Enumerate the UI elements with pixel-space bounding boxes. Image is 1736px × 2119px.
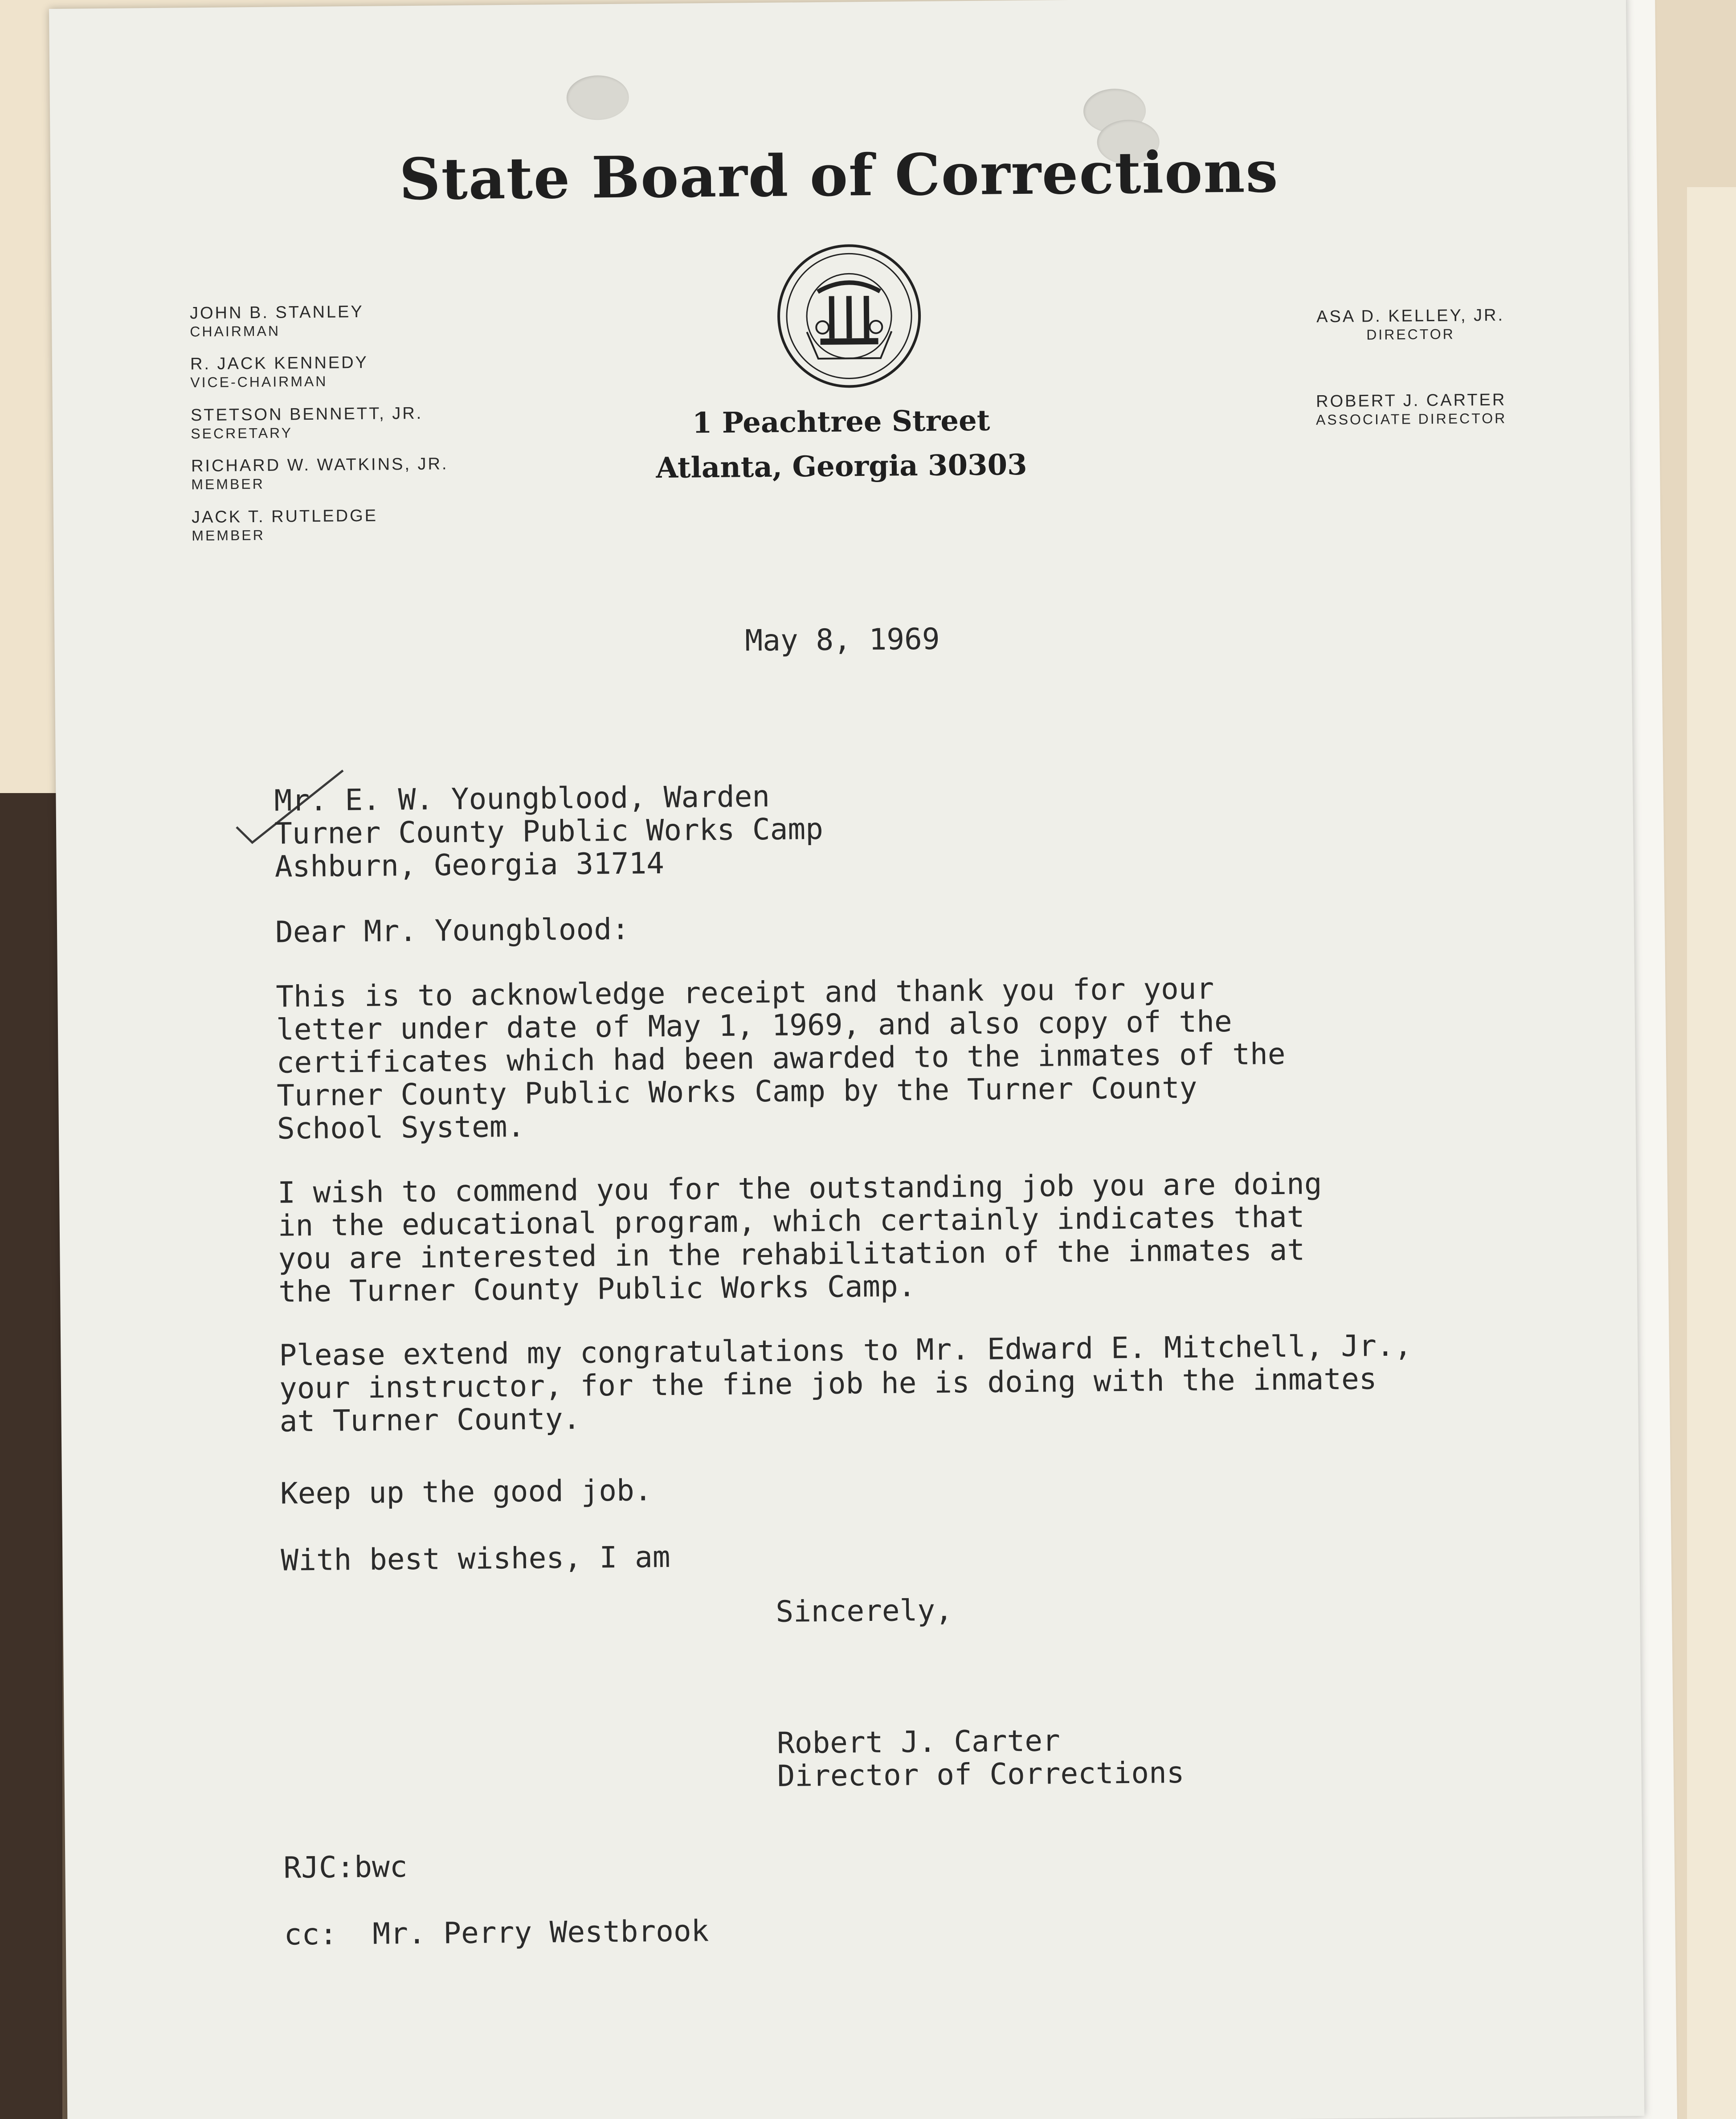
carbon-copy-line: cc: Mr. Perry Westbrook <box>284 1914 709 1952</box>
board-member <box>190 352 592 391</box>
director-name: ROBERT J. CARTER <box>1316 390 1507 411</box>
background-folder-edge-light <box>1687 187 1736 2119</box>
salutation: Dear Mr. Youngblood: <box>275 912 630 949</box>
directors-list <box>1277 306 1545 444</box>
reference-initials: RJC:bwc <box>283 1849 408 1885</box>
board-member <box>191 402 592 442</box>
board-member <box>190 300 591 340</box>
board-members-list <box>190 300 593 559</box>
board-member <box>191 454 592 493</box>
complimentary-closing: Sincerely, <box>776 1593 953 1629</box>
signer-title: Director of Corrections <box>777 1755 1185 1793</box>
letterhead-street: 1 Peachtree Street <box>692 404 990 440</box>
letter-date: May 8, 1969 <box>745 622 940 658</box>
background-desk <box>0 793 62 2119</box>
director <box>1278 390 1545 429</box>
director-title: DIRECTOR <box>1366 326 1455 343</box>
board-member-title: MEMBER <box>191 475 265 493</box>
address-line: Ashburn, Georgia 31714 <box>274 846 665 884</box>
board-member-name: R. JACK KENNEDY <box>190 353 369 374</box>
director-title: ASSOCIATE DIRECTOR <box>1315 410 1507 428</box>
board-member-name: STETSON BENNETT, JR. <box>190 404 423 425</box>
inside-address <box>274 780 824 884</box>
body-paragraph: Please extend my congratulations to Mr. Edward E. Mitchell, Jr., your instructor, for the fine job he is doing with the inmates at Turner County. <box>279 1328 1412 1439</box>
board-member-title: MEMBER <box>192 527 265 544</box>
address-line: Turner County Public Works Camp <box>274 811 824 851</box>
board-member-title: SECRETARY <box>191 424 293 442</box>
board-member-name: JOHN B. STANLEY <box>189 302 364 323</box>
body-paragraph: Keep up the good job. <box>280 1473 652 1511</box>
signer-name: Robert J. Carter <box>776 1723 1061 1760</box>
director <box>1277 306 1544 344</box>
letter-page <box>49 0 1644 2119</box>
board-member <box>192 504 593 544</box>
punch-hole <box>566 75 629 120</box>
address-line: Mr. E. W. Youngblood, Warden <box>274 779 770 818</box>
body-paragraph: I wish to commend you for the outstanding job you are doing in the educational program, which certainly indicates that you are interested in the rehabilitation of the inmates at the Turner County Public Works Camp. <box>277 1166 1322 1309</box>
board-member-name: JACK T. RUTLEDGE <box>191 506 378 527</box>
board-member-title: CHAIRMAN <box>190 323 281 340</box>
body-paragraph: With best wishes, I am <box>281 1539 670 1578</box>
body-paragraph: This is to acknowledge receipt and thank you for your letter under date of May 1, 1969, and also copy of the certificates which had been awarded to the inmates of the Turner County Public Works Camp by the Turner County School System. <box>276 971 1286 1146</box>
board-member-title: VICE-CHAIRMAN <box>190 373 328 391</box>
letterhead-city: Atlanta, Georgia 30303 <box>656 448 1027 485</box>
board-member-name: RICHARD W. WATKINS, JR. <box>191 454 449 476</box>
letterhead-title: State Board of Corrections <box>399 138 1279 213</box>
director-name: ASA D. KELLEY, JR. <box>1316 306 1505 327</box>
state-of-georgia-seal-icon <box>775 242 923 390</box>
